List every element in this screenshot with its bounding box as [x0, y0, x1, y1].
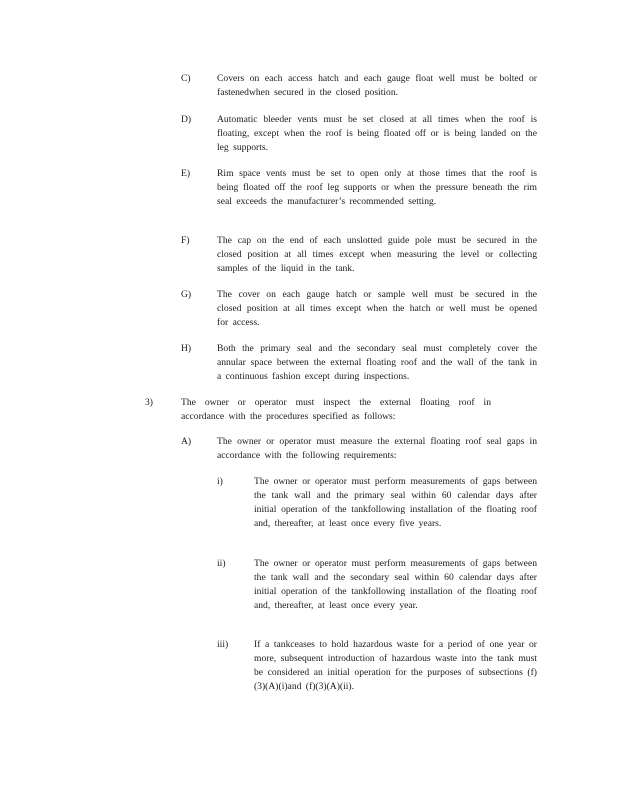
item-text: Both the primary seal and the secondary seal must completely cover the annular space between the external floating roof and the wall of the tank in a continuous fashion except during inspections. [217, 343, 537, 382]
item-text: The owner or operator must perform measurements of gaps between the tank wall and the primary seal within 60 calendar days after initial operation of the tankfollowing installation of the floating roof and, thereafter, at least once every five years. [254, 476, 537, 529]
item-text: Automatic bleeder vents must be set closed at all times when the roof is floating, except when the roof is being floated off or is being landed on the leg supports. [217, 114, 537, 153]
item-label: H) [181, 343, 192, 354]
item-label: iii) [217, 639, 229, 650]
item-label: E) [181, 168, 191, 179]
item-text: The cover on each gauge hatch or sample well must be secured in the closed position at all times except when the hatch or well must be opened for access. [217, 289, 537, 328]
item-text: The owner or operator must measure the external floating roof seal gaps in accordance with the following requirements: [217, 436, 537, 461]
item-text: The owner or operator must inspect the external floating roof in accordance with the procedures specified as follows: [181, 397, 491, 422]
item-label: C) [181, 73, 191, 84]
item-label: F) [181, 235, 190, 246]
item-label: i) [217, 476, 223, 487]
item-text: The cap on the end of each unslotted guide pole must be secured in the closed position at all times except when measuring the level or collecting samples of the liquid in the tank. [217, 235, 537, 274]
item-text: Rim space vents must be set to open only at those times that the roof is being floated off the roof leg supports or when the pressure beneath the rim seal exceeds the manufacturer’s recommended setting. [217, 168, 537, 207]
item-label: ii) [217, 558, 226, 569]
item-text: If a tankceases to hold hazardous waste for a period of one year or more, subsequent introduction of hazardous waste into the tank must be considered an initial operation for the purposes of subsections (f)(3)(A)(i)and (f)(3)(A)(ii). [254, 639, 537, 692]
item-label: A) [181, 436, 192, 447]
item-label: 3) [145, 397, 153, 408]
item-label: G) [181, 289, 192, 300]
item-text: Covers on each access hatch and each gauge float well must be bolted or fastenedwhen secured in the closed position. [217, 73, 537, 98]
item-text: The owner or operator must perform measurements of gaps between the tank wall and the secondary seal within 60 calendar days after initial operation of the tankfollowing installation of the floating roof and, thereafter, at least once every year. [254, 558, 537, 611]
item-label: D) [181, 114, 192, 125]
